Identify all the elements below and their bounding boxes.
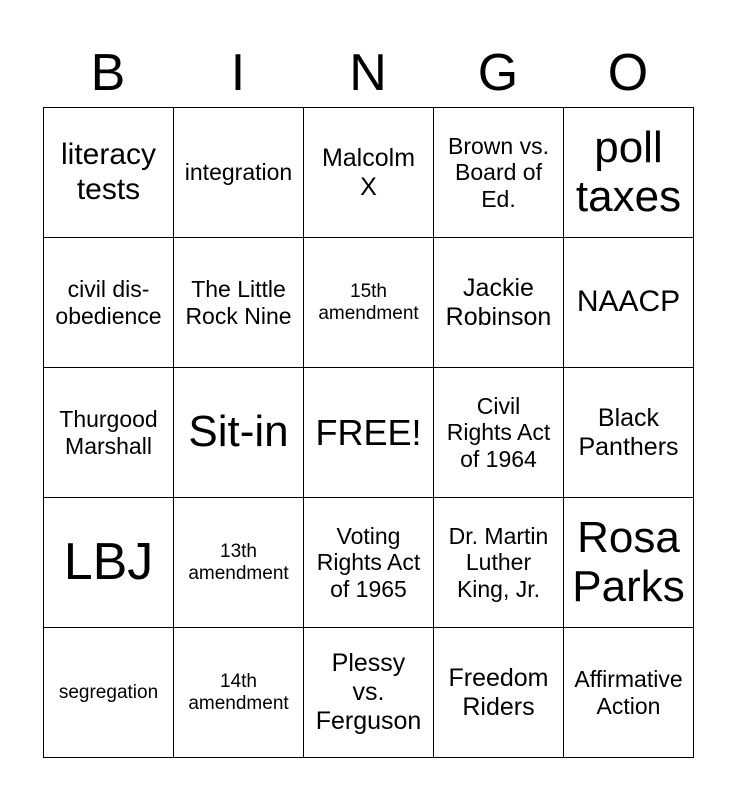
bingo-cell[interactable]: LBJ [44, 498, 174, 628]
bingo-cell[interactable]: Brown vs. Board of Ed. [434, 108, 564, 238]
bingo-cell[interactable]: Affirmative Action [564, 628, 694, 758]
header-letter-g: G [477, 44, 519, 102]
header-letter-b: B [90, 44, 126, 102]
header-letter-i: I [230, 44, 246, 102]
bingo-cell[interactable]: literacy tests [44, 108, 174, 238]
bingo-cell[interactable]: 14th amendment [174, 628, 304, 758]
bingo-cell[interactable]: 13th amendment [174, 498, 304, 628]
bingo-cell[interactable]: Freedom Riders [434, 628, 564, 758]
bingo-cell[interactable]: Voting Rights Act of 1965 [304, 498, 434, 628]
bingo-cell[interactable]: Thurgood Marshall [44, 368, 174, 498]
bingo-cell[interactable]: Rosa Parks [564, 498, 694, 628]
bingo-cell[interactable]: Civil Rights Act of 1964 [434, 368, 564, 498]
bingo-cell[interactable]: NAACP [564, 238, 694, 368]
bingo-header [43, 40, 693, 106]
bingo-cell[interactable]: Malcolm X [304, 108, 434, 238]
bingo-cell[interactable]: poll taxes [564, 108, 694, 238]
bingo-cell[interactable]: integration [174, 108, 304, 238]
bingo-cell[interactable]: The Little Rock Nine [174, 238, 304, 368]
bingo-cell[interactable]: segregation [44, 628, 174, 758]
header-letter-o: O [607, 44, 649, 102]
bingo-cell[interactable]: civil dis- obedience [44, 238, 174, 368]
bingo-cell[interactable]: Dr. Martin Luther King, Jr. [434, 498, 564, 628]
bingo-board [43, 107, 694, 758]
bingo-cell[interactable]: 15th amendment [304, 238, 434, 368]
bingo-cell[interactable]: Plessy vs. Ferguson [304, 628, 434, 758]
bingo-cell[interactable]: Black Panthers [564, 368, 694, 498]
free-space[interactable]: FREE! [304, 368, 434, 498]
header-letter-n: N [349, 44, 387, 102]
bingo-cell[interactable]: Sit-in [174, 368, 304, 498]
bingo-cell[interactable]: Jackie Robinson [434, 238, 564, 368]
